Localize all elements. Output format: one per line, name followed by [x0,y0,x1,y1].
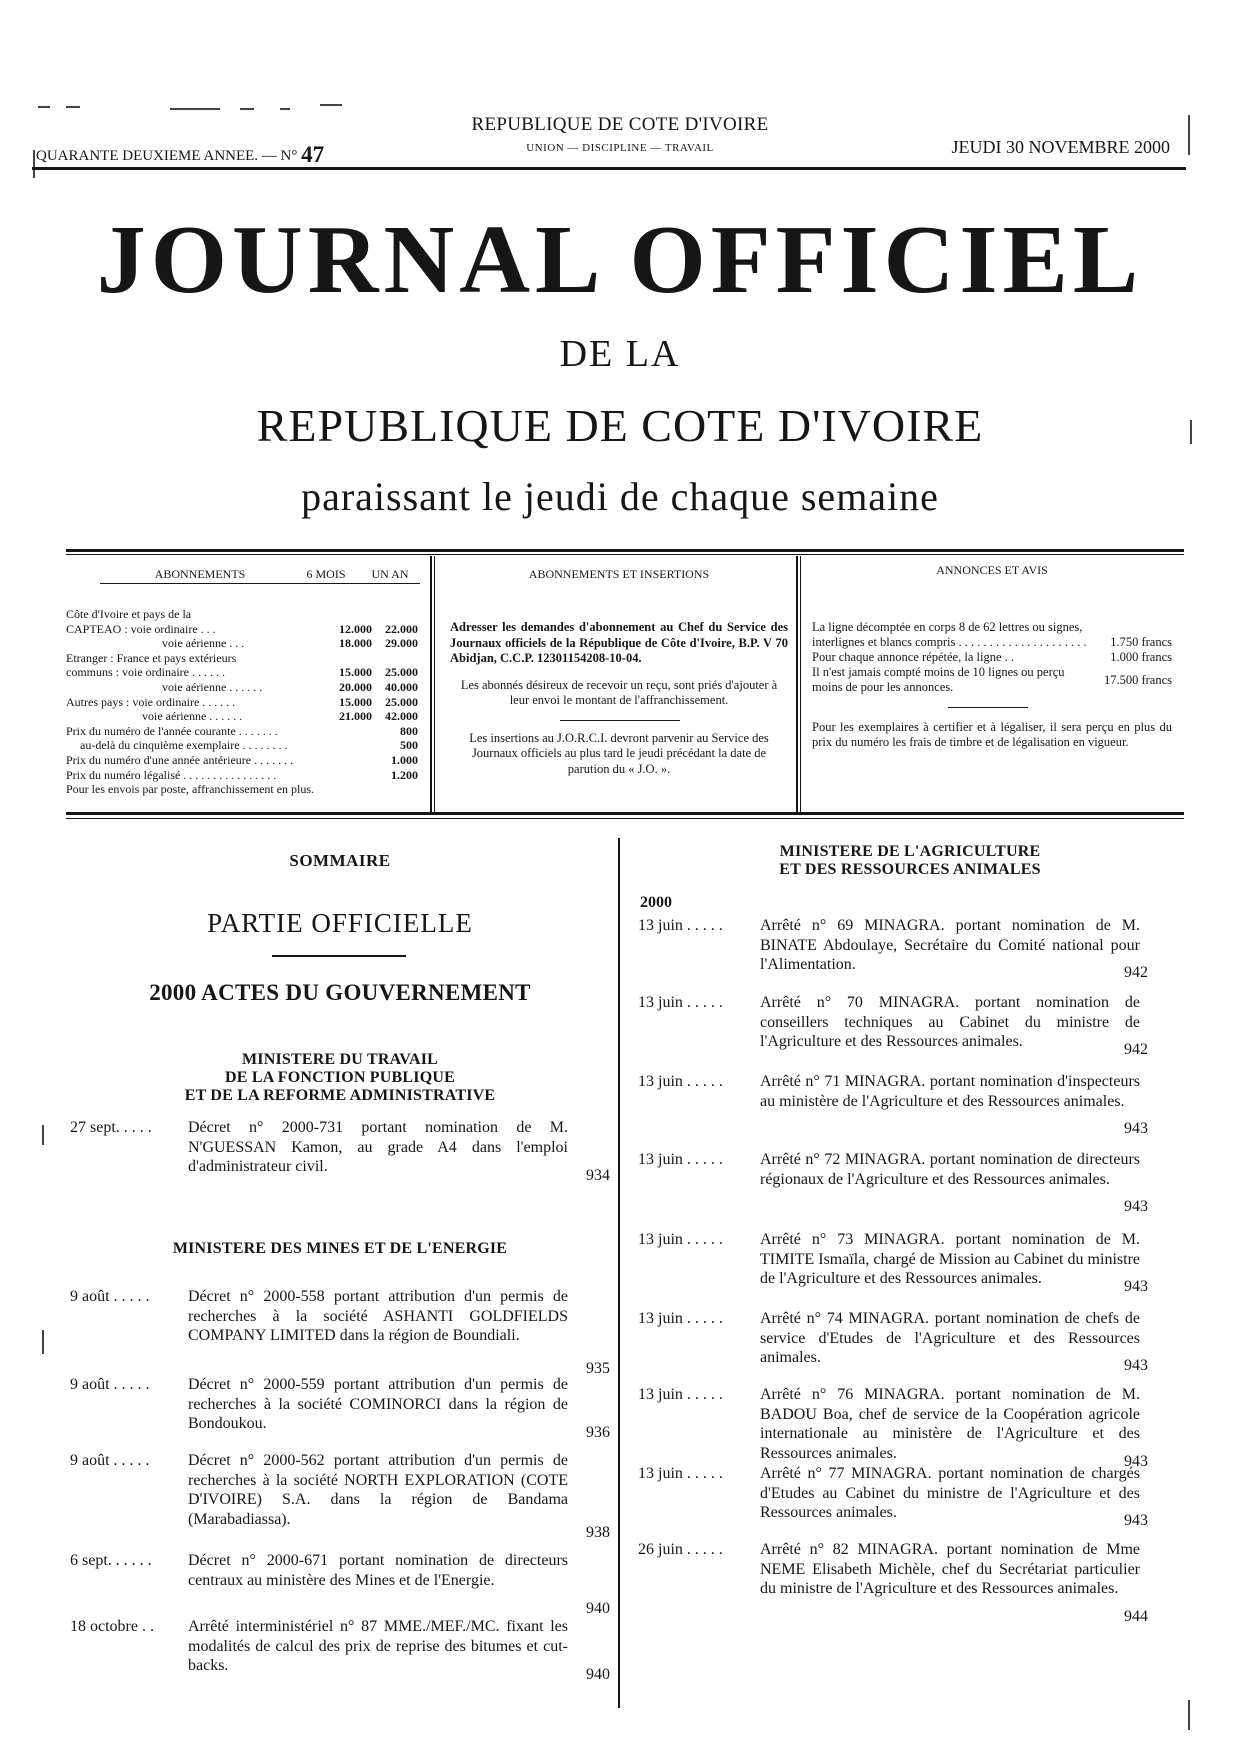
abonnement-row [66,680,418,695]
header-motto: UNION — DISCIPLINE — TRAVAIL [526,142,714,154]
entry-page: 938 [586,1524,610,1541]
abonnement-label: voie aérienne . . . . . . [162,679,263,694]
scan-mark [320,104,342,106]
insertions-p3: Les insertions au J.O.R.C.I. devront parvenir au Service des Journaux officiels au plus tard le jeudi précédant la date de parution du « J.O. ». [469,730,769,776]
entry-text: Arrêté n° 70 MINAGRA. portant nomination de conseillers techniques au Cabinet du ministre de l'Agriculture et des Ressources animales. [760,994,1140,1050]
header-rule [32,167,1186,170]
entry-date: 18 octobre . . [70,1618,154,1635]
abonnement-row [66,753,418,768]
entry-text: Arrêté n° 69 MINAGRA. portant nomination de M. BINATE Abdoulaye, Secrétaire du Comité national pour l'Alimentation. [760,917,1140,973]
box-divider [796,556,798,812]
entry-text: Décret n° 2000-562 portant attribution d'un permis de recherches à la société NORTH EXPLORATION (COTE D'IVOIRE) S.A. dans la région de Bandama (Marabadiassa). [188,1452,568,1528]
entry-text: Arrêté interministériel n° 87 MME./MEF./MC. fixant les modalités de calcul des prix de reprise des bitumes et cut-backs. [188,1618,568,1674]
entry-text: Arrêté n° 71 MINAGRA. portant nomination d'inspecteurs au ministère de l'Agriculture et des Ressources animales. [760,1073,1140,1110]
abonnement-6mois: 15.000 [339,694,372,709]
entry-date: 13 juin . . . . . [638,917,723,934]
entry-page: 943 [1124,1278,1148,1295]
abonnement-6mois: 20.000 [339,679,372,694]
entry-page: 940 [586,1600,610,1617]
entry-page: 936 [586,1424,610,1441]
actes-title: 2000 ACTES DU GOUVERNEMENT [149,980,531,1005]
annonces-text [812,620,1172,750]
entry-date: 9 août . . . . . [70,1376,150,1393]
abonnement-unan: 1.000 [391,752,418,767]
entry-date: 13 juin . . . . . [638,1386,723,1403]
abonnement-6mois [326,724,372,739]
entry-page: 943 [1124,1357,1148,1374]
scan-mark [280,108,290,110]
abonnement-unan: 42.000 [385,709,418,724]
entry-page: 943 [1124,1120,1148,1137]
header-republic: REPUBLIQUE DE COTE D'IVOIRE [471,114,769,135]
entry-date: 6 sept. . . . . . [70,1552,152,1569]
entry-page: 935 [586,1360,610,1377]
abonnement-unan: 25.000 [385,694,418,709]
abonnement-6mois [326,753,372,768]
issue-number: 47 [301,142,325,167]
abonnements-col1: 6 MOIS [306,567,346,581]
abonnement-label: voie aérienne . . . . . . [142,709,243,724]
box-divider [434,556,435,812]
abonnement-label: au-delà du cinquième exemplaire . . . . . . . . [80,738,288,753]
entry-text: Décret n° 2000-671 portant nomination de directeurs centraux au ministère des Mines et de l'Energie. [188,1552,568,1589]
abonnement-row [66,622,418,637]
abonnement-label: Pour les envois par poste, affranchissement en plus. [66,782,315,797]
abonnements-col2: UN AN [371,567,409,581]
entry-date: 13 juin . . . . . [638,1310,723,1327]
entry-date: 13 juin . . . . . [638,1465,723,1482]
journal-country: REPUBLIQUE DE COTE D'IVOIRE [256,400,984,451]
year-label: QUARANTE DEUXIEME ANNEE. — N° [36,148,298,164]
abonnement-row [66,636,418,651]
abonnement-row [66,768,418,783]
abonnement-unan [372,651,418,666]
scan-mark [240,108,254,110]
scan-mark [33,150,35,178]
abonnement-row [66,695,418,710]
abonnement-row [66,665,418,680]
abonnement-unan: 1.200 [391,767,418,782]
entry-date: 13 juin . . . . . [638,1231,723,1248]
sommaire-title: SOMMAIRE [289,851,391,870]
entry-text: Décret n° 2000-559 portant attribution d'un permis de recherches à la société COMINORCI dans la région de Bondoukou. [188,1376,568,1432]
abonnement-label: voie aérienne . . . [162,636,245,651]
scan-mark [66,106,80,108]
abonnement-row [66,782,418,797]
ministry-agriculture: MINISTERE DE L'AGRICULTURE ET DES RESSOURCES ANIMALES [779,843,1041,878]
ministry-travail: MINISTERE DU TRAVAIL DE LA FONCTION PUBLIQUE ET DE LA REFORME ADMINISTRATIVE [184,1051,496,1104]
abonnements-head-underline [100,583,420,584]
entry-page: 943 [1124,1198,1148,1215]
entry-text: Décret n° 2000-558 portant attribution d'un permis de recherches à la société ASHANTI GOLDFIELDS COMPANY LIMITED dans la région de Boundiali. [188,1288,568,1344]
abonnement-unan [372,782,418,797]
abonnement-6mois: 18.000 [339,636,372,651]
abonnement-label: CAPTEAO : voie ordinaire . . . [66,621,216,636]
abonnement-6mois: 15.000 [339,665,372,680]
abonnement-unan: 40.000 [385,679,418,694]
abonnement-label: Autres pays : voie ordinaire . . . . . . [66,694,236,709]
abonnement-unan: 29.000 [385,636,418,651]
abonnement-row [66,738,418,753]
abonnement-label: Prix du numéro de l'année courante . . . . . . . [66,723,278,738]
entry-date: 9 août . . . . . [70,1452,150,1469]
journal-de-la: DE LA [559,333,681,375]
header-date: JEUDI 30 NOVEMBRE 2000 [951,137,1170,157]
abonnement-6mois [326,738,372,753]
box-bottom-rule [66,812,1184,815]
annonces-l2: Pour chaque annonce répétée, la ligne . . [812,650,1014,664]
abonnement-6mois [326,782,372,797]
entry-date: 13 juin . . . . . [638,994,723,1011]
entry-date: 27 sept. . . . . [70,1119,152,1136]
insertions-head: ABONNEMENTS ET INSERTIONS [528,567,710,581]
box-top-rule [66,549,1184,552]
entry-page: 940 [586,1666,610,1683]
entry-text: Arrêté n° 77 MINAGRA. portant nomination de chargés d'Etudes au Cabinet du ministre de l'Agriculture et des Ressources animales. [760,1465,1140,1521]
scan-mark [170,108,220,110]
ministry-mines: MINISTERE DES MINES ET DE L'ENERGIE [172,1240,508,1257]
abonnements-table [66,607,418,797]
annonces-p1: 1.750 francs [1110,635,1172,649]
annonces-l3: Il n'est jamais compté moins de 10 lignes ou perçu moins de pour les annonces. [812,665,1065,694]
abonnement-label: Prix du numéro légalisé . . . . . . . . . . . . . . . . [66,767,277,782]
partie-officielle-title: PARTIE OFFICIELLE [207,908,473,938]
box-divider [430,556,432,812]
abonnement-unan: 800 [400,723,418,738]
abonnements-head: ABONNEMENTS [154,567,246,581]
insertions-p1: Adresser les demandes d'abonnement au Chef du Service des Journaux officiels de la République de Côte d'Ivoire, B.P. V 70 Abidjan, C.C.P. 12301154208-10-04. [450,620,788,665]
entry-text: Arrêté n° 76 MINAGRA. portant nomination de M. BADOU Boa, chef de service de la Coopération agricole internationale au ministère de l'Agriculture et des Ressources animales. [760,1386,1140,1462]
column-divider [618,838,620,1708]
entry-page: 942 [1124,1041,1148,1058]
annonces-p2: 1.000 francs [1110,650,1172,664]
journal-title: JOURNAL OFFICIEL [96,206,1144,314]
annonces-sep [948,707,1028,708]
entry-page: 943 [1124,1512,1148,1529]
abonnement-6mois [326,607,372,622]
scan-mark [42,1125,44,1145]
journal-subtitle: paraissant le jeudi de chaque semaine [301,474,939,519]
abonnement-unan: 500 [400,738,418,753]
scan-mark [1188,1700,1190,1730]
abonnement-6mois [326,651,372,666]
insertions-text [450,620,788,788]
scan-mark [42,1330,44,1354]
abonnement-6mois [326,768,372,783]
abonnement-row [66,724,418,739]
annonces-note: Pour les exemplaires à certifier et à légaliser, il sera perçu en plus du prix du numéro les frais de timbre et de légalisation en vigueur. [812,720,1172,749]
abonnement-label: Prix du numéro d'une année antérieure . . . . . . . [66,752,294,767]
abonnement-6mois: 12.000 [339,621,372,636]
abonnement-row [66,709,418,724]
entry-date: 13 juin . . . . . [638,1151,723,1168]
entry-page: 942 [1124,964,1148,981]
abonnement-label: Côte d'Ivoire et pays de la [66,607,192,621]
abonnement-label: communs : voie ordinaire . . . . . . [66,665,225,680]
entry-text: Arrêté n° 74 MINAGRA. portant nomination de chefs de service d'Etudes de l'Agriculture et des Ressources animales. [760,1310,1140,1366]
abonnement-unan [372,607,418,622]
abonnement-row [66,651,418,666]
entry-date: 26 juin . . . . . [638,1541,723,1558]
entry-page: 943 [1124,1453,1148,1470]
entry-text: Arrêté n° 72 MINAGRA. portant nomination de directeurs régionaux de l'Agriculture et des Ressources animales. [760,1151,1140,1188]
annonces-p3: 17.500 francs [1103,672,1172,687]
abonnement-6mois: 21.000 [339,709,372,724]
insertions-sep [560,720,680,721]
entry-text: Arrêté n° 73 MINAGRA. portant nomination de M. TIMITE Ismaïla, chargé de Mission au Cabinet du ministre de l'Agriculture et des Ressources animales. [760,1231,1140,1287]
entry-text: Décret n° 2000-731 portant nomination de M. N'GUESSAN Kamon, au grade A4 dans l'emploi d'administrateur civil. [188,1119,568,1175]
box-bottom-rule-2 [66,818,1184,819]
agriculture-year: 2000 [640,894,672,911]
insertions-p2: Les abonnés désireux de recevoir un reçu, sont priés d'ajouter à leur envoi le montant de l'affranchissement. [460,677,778,707]
entry-date: 9 août . . . . . [70,1288,150,1305]
entry-date: 13 juin . . . . . [638,1073,723,1090]
entry-page: 934 [586,1167,610,1184]
partie-underline [272,955,406,957]
entry-text: Arrêté n° 82 MINAGRA. portant nomination de Mme NEME Elisabeth Michèle, chef du Secrétariat particulier du ministre de l'Agriculture et des Ressources animales. [760,1541,1140,1597]
abonnement-unan: 22.000 [385,621,418,636]
scan-mark [38,106,50,108]
annonces-head: ANNONCES ET AVIS [936,563,1048,577]
entry-page: 944 [1124,1608,1148,1625]
annonces-l1: La ligne décomptée en corps 8 de 62 lettres ou signes, interlignes et blancs compris . . . . . . . . . . . . . . . . . . . . . [812,620,1087,649]
box-top-rule-2 [66,554,1184,555]
abonnement-label: Etranger : France et pays extérieurs [66,650,237,665]
abonnement-row [66,607,418,622]
box-divider [800,556,801,812]
abonnement-unan: 25.000 [385,665,418,680]
